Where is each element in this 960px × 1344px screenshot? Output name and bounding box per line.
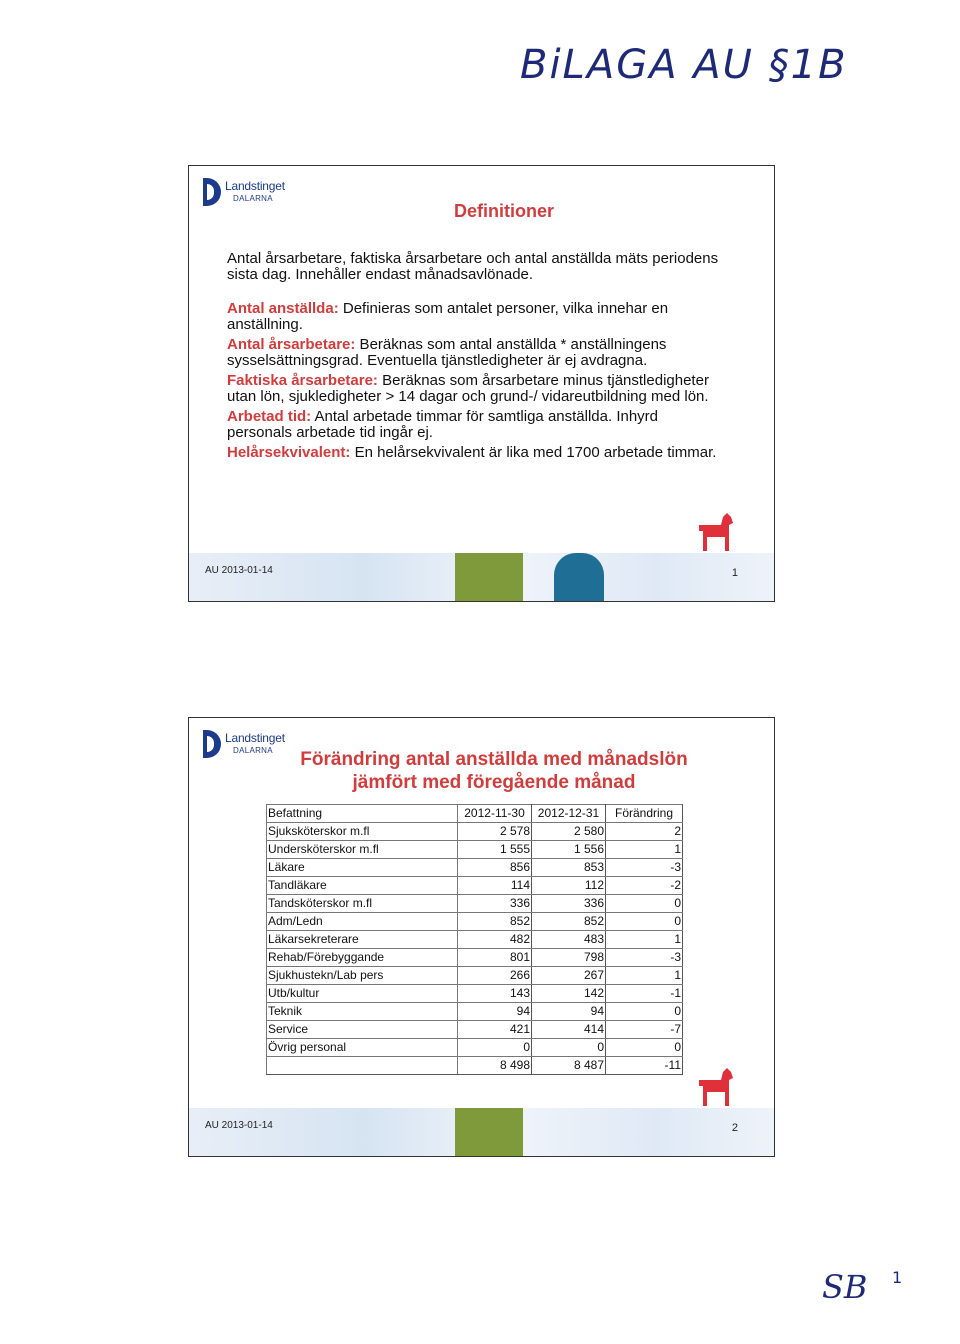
value-2012-11-30-cell: 94 — [458, 1003, 532, 1021]
definition-item — [227, 337, 727, 369]
change-cell: 2 — [606, 823, 683, 841]
logo-sub: DALARNA — [233, 746, 273, 755]
footer-date: AU 2013-01-14 — [205, 1120, 273, 1131]
position-cell: Läkare — [267, 859, 458, 877]
change-cell: 0 — [606, 1039, 683, 1057]
change-cell: 0 — [606, 913, 683, 931]
table-row — [267, 985, 683, 1003]
table-row — [267, 841, 683, 859]
slide-change-table — [188, 717, 775, 1157]
table-row — [267, 859, 683, 877]
slide-definitions — [188, 165, 775, 602]
change-cell: 0 — [606, 1003, 683, 1021]
value-2012-12-31-cell: 336 — [532, 895, 606, 913]
definition-term: Arbetad tid: — [227, 408, 312, 425]
intro-paragraph: Antal årsarbetare, faktiska årsarbetare och antal anställda mäts periodens sista dag. Innehåller endast månadsavlönade. — [227, 250, 719, 283]
handwritten-header: BiLAGA AU §1B — [520, 42, 848, 88]
logo-sub: DALARNA — [233, 194, 273, 203]
value-2012-12-31-cell: 142 — [532, 985, 606, 1003]
position-cell: Befattning — [267, 805, 458, 823]
logo-name: Landstinget — [225, 731, 285, 745]
footer-date: AU 2013-01-14 — [205, 565, 273, 576]
definition-term: Antal årsarbetare: — [227, 336, 356, 353]
change-cell: -3 — [606, 859, 683, 877]
definition-item — [227, 301, 727, 333]
slide-title — [269, 748, 719, 794]
definition-text: Beräknas som årsarbetare minus tjänstledigheter utan lön, sjukledigheter > 14 dagar och grund-/ vidareutbildning med lön. — [227, 372, 709, 405]
change-cell: 1 — [606, 967, 683, 985]
dala-horse-icon — [695, 511, 735, 553]
table-total-row — [267, 1057, 683, 1075]
definition-term: Faktiska årsarbetare: — [227, 372, 378, 389]
position-cell: Läkarsekreterare — [267, 931, 458, 949]
logo-mark-icon — [203, 178, 221, 206]
definitions-body — [227, 251, 727, 465]
slide-footer — [189, 1108, 774, 1156]
table-row — [267, 895, 683, 913]
logo-name: Landstinget — [225, 179, 285, 193]
definition-text: Definieras som antalet personer, vilka innehar en anställning. — [227, 300, 669, 333]
change-cell: -1 — [606, 985, 683, 1003]
value-2012-12-31-cell: 2 580 — [532, 823, 606, 841]
value-2012-11-30-cell: 114 — [458, 877, 532, 895]
table-row — [267, 1039, 683, 1057]
value-2012-11-30-cell: 482 — [458, 931, 532, 949]
definition-term: Antal anställda: — [227, 300, 339, 317]
definition-item — [227, 445, 727, 461]
value-2012-12-31-cell: 798 — [532, 949, 606, 967]
change-cell: -7 — [606, 1021, 683, 1039]
table-row — [267, 823, 683, 841]
position-cell: Service — [267, 1021, 458, 1039]
table-row — [267, 967, 683, 985]
value-2012-12-31-cell: 2012-12-31 — [532, 805, 606, 823]
change-cell: -11 — [606, 1057, 683, 1075]
staff-change-table — [266, 804, 683, 1075]
position-cell: Teknik — [267, 1003, 458, 1021]
dala-horse-icon — [695, 1066, 735, 1108]
position-cell: Undersköterskor m.fl — [267, 841, 458, 859]
change-cell: -2 — [606, 877, 683, 895]
table-row — [267, 877, 683, 895]
value-2012-12-31-cell: 1 556 — [532, 841, 606, 859]
definition-text: Antal arbetade timmar för samtliga anställda. Inhyrd personals arbetade tid ingår ej. — [227, 408, 659, 441]
value-2012-11-30-cell: 0 — [458, 1039, 532, 1057]
table-header-row — [267, 805, 683, 823]
value-2012-12-31-cell: 853 — [532, 859, 606, 877]
value-2012-11-30-cell: 856 — [458, 859, 532, 877]
change-cell: Förändring — [606, 805, 683, 823]
footer-green-shape — [455, 1108, 523, 1156]
position-cell: Tandsköterskor m.fl — [267, 895, 458, 913]
change-cell: -3 — [606, 949, 683, 967]
position-cell: Tandläkare — [267, 877, 458, 895]
definition-text: En helårsekvivalent är lika med 1700 arbetade timmar. — [350, 444, 717, 461]
position-cell: Övrig personal — [267, 1039, 458, 1057]
table-row — [267, 913, 683, 931]
value-2012-12-31-cell: 483 — [532, 931, 606, 949]
value-2012-12-31-cell: 0 — [532, 1039, 606, 1057]
title-line-2: jämfört med föregående månad — [352, 772, 636, 793]
definition-term: Helårsekvivalent: — [227, 444, 351, 461]
value-2012-11-30-cell: 2012-11-30 — [458, 805, 532, 823]
slide-footer — [189, 553, 774, 601]
definition-item — [227, 373, 727, 405]
table-row — [267, 931, 683, 949]
logo-mark-icon — [203, 730, 221, 758]
value-2012-12-31-cell: 8 487 — [532, 1057, 606, 1075]
position-cell: Rehab/Förebyggande — [267, 949, 458, 967]
table-row — [267, 1003, 683, 1021]
position-cell: Adm/Ledn — [267, 913, 458, 931]
value-2012-11-30-cell: 1 555 — [458, 841, 532, 859]
landstinget-logo — [203, 176, 303, 210]
table-row — [267, 949, 683, 967]
value-2012-11-30-cell: 143 — [458, 985, 532, 1003]
value-2012-11-30-cell: 266 — [458, 967, 532, 985]
definition-item — [227, 409, 727, 441]
title-line-1: Förändring antal anställda med månadslön — [300, 749, 688, 770]
value-2012-11-30-cell: 336 — [458, 895, 532, 913]
footer-blue-shape — [554, 553, 604, 601]
change-cell: 1 — [606, 841, 683, 859]
value-2012-11-30-cell: 2 578 — [458, 823, 532, 841]
position-cell: Utb/kultur — [267, 985, 458, 1003]
change-cell: 1 — [606, 931, 683, 949]
value-2012-11-30-cell: 8 498 — [458, 1057, 532, 1075]
value-2012-12-31-cell: 414 — [532, 1021, 606, 1039]
value-2012-12-31-cell: 852 — [532, 913, 606, 931]
definition-text: Beräknas som antal anställda * anställningens sysselsättningsgrad. Eventuella tjänstledigheter är ej avdragna. — [227, 336, 667, 369]
change-cell: 0 — [606, 895, 683, 913]
footer-green-shape — [455, 553, 523, 601]
value-2012-12-31-cell: 94 — [532, 1003, 606, 1021]
table-row — [267, 1021, 683, 1039]
slide-page-number: 2 — [731, 1122, 738, 1134]
value-2012-12-31-cell: 112 — [532, 877, 606, 895]
value-2012-11-30-cell: 852 — [458, 913, 532, 931]
signature-initials: SB — [822, 1268, 868, 1306]
page-number: 1 — [892, 1268, 903, 1287]
position-cell — [267, 1057, 458, 1075]
value-2012-11-30-cell: 421 — [458, 1021, 532, 1039]
value-2012-12-31-cell: 267 — [532, 967, 606, 985]
value-2012-11-30-cell: 801 — [458, 949, 532, 967]
position-cell: Sjuksköterskor m.fl — [267, 823, 458, 841]
position-cell: Sjukhustekn/Lab pers — [267, 967, 458, 985]
slide-title: Definitioner — [454, 201, 555, 221]
slide-page-number: 1 — [731, 567, 738, 579]
